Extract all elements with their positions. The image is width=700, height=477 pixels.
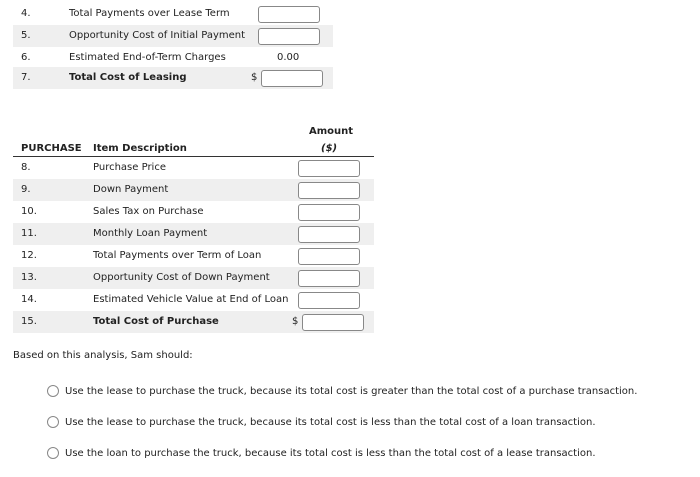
row-description: Sales Tax on Purchase bbox=[93, 206, 204, 217]
option-3-label: Use the loan to purchase the truck, because its total cost is less than the total cost of a lease transaction. bbox=[65, 447, 596, 459]
purchase-row-8 bbox=[13, 157, 374, 179]
row-description: Total Payments over Term of Loan bbox=[93, 250, 262, 261]
row-description: Purchase Price bbox=[93, 162, 166, 173]
row-description: Down Payment bbox=[93, 184, 169, 195]
lease-row-4 bbox=[13, 3, 333, 25]
dollar-sign: $ bbox=[292, 316, 299, 327]
end-of-term-charges-value: 0.00 bbox=[277, 52, 300, 63]
purchase-row-15 bbox=[13, 311, 374, 333]
total-cost-purchase-input[interactable] bbox=[302, 314, 364, 331]
sales-tax-input[interactable] bbox=[298, 204, 360, 221]
opportunity-cost-initial-input[interactable] bbox=[258, 28, 320, 45]
purchase-row-9 bbox=[13, 179, 374, 201]
opportunity-cost-down-input[interactable] bbox=[298, 270, 360, 287]
option-2-label: Use the lease to purchase the truck, because its total cost is less than the total cost of a loan transaction. bbox=[65, 416, 596, 428]
option-1[interactable] bbox=[47, 383, 637, 399]
amount-header: Amount bbox=[309, 126, 354, 137]
vehicle-value-input[interactable] bbox=[298, 292, 360, 309]
question-text: Based on this analysis, Sam should: bbox=[13, 350, 193, 361]
total-payments-lease-input[interactable] bbox=[258, 6, 320, 23]
purchase-row-13 bbox=[13, 267, 374, 289]
dollar-sign: $ bbox=[251, 72, 258, 83]
amount-unit: ($) bbox=[321, 143, 338, 154]
row-description: Monthly Loan Payment bbox=[93, 228, 208, 239]
lease-row-5 bbox=[13, 25, 333, 47]
total-payments-loan-input[interactable] bbox=[298, 248, 360, 265]
row-number: 15. bbox=[21, 316, 37, 327]
row-description: Estimated End-of-Term Charges bbox=[69, 52, 226, 63]
row-number: 4. bbox=[21, 8, 31, 19]
row-description: Opportunity Cost of Initial Payment bbox=[69, 30, 246, 41]
purchase-row-14 bbox=[13, 289, 374, 311]
row-number: 8. bbox=[21, 162, 31, 173]
radio-button-option-3[interactable] bbox=[47, 447, 59, 459]
row-number: 13. bbox=[21, 272, 37, 283]
row-number: 9. bbox=[21, 184, 31, 195]
row-description: Opportunity Cost of Down Payment bbox=[93, 272, 270, 283]
purchase-section-label: PURCHASE bbox=[21, 143, 82, 154]
row-number: 11. bbox=[21, 228, 37, 239]
row-number: 6. bbox=[21, 52, 31, 63]
row-number: 10. bbox=[21, 206, 37, 217]
purchase-price-input[interactable] bbox=[298, 160, 360, 177]
row-description: Total Payments over Lease Term bbox=[69, 8, 230, 19]
radio-button-option-1[interactable] bbox=[47, 385, 59, 397]
option-3[interactable] bbox=[47, 445, 596, 461]
purchase-row-11 bbox=[13, 223, 374, 245]
purchase-row-12 bbox=[13, 245, 374, 267]
row-description: Total Cost of Purchase bbox=[93, 316, 219, 327]
item-description-header: Item Description bbox=[93, 143, 187, 154]
option-1-label: Use the lease to purchase the truck, because its total cost is greater than the total cost of a purchase transaction. bbox=[65, 385, 638, 397]
row-description: Total Cost of Leasing bbox=[69, 72, 187, 83]
lease-row-7 bbox=[13, 67, 333, 89]
row-number: 14. bbox=[21, 294, 37, 305]
purchase-row-10 bbox=[13, 201, 374, 223]
row-number: 7. bbox=[21, 72, 31, 83]
row-number: 12. bbox=[21, 250, 37, 261]
monthly-loan-payment-input[interactable] bbox=[298, 226, 360, 243]
row-number: 5. bbox=[21, 30, 31, 41]
total-cost-leasing-input[interactable] bbox=[261, 70, 323, 87]
down-payment-input[interactable] bbox=[298, 182, 360, 199]
lease-row-6 bbox=[13, 47, 333, 69]
radio-button-option-2[interactable] bbox=[47, 416, 59, 428]
option-2[interactable] bbox=[47, 414, 596, 430]
row-description: Estimated Vehicle Value at End of Loan bbox=[93, 294, 289, 305]
